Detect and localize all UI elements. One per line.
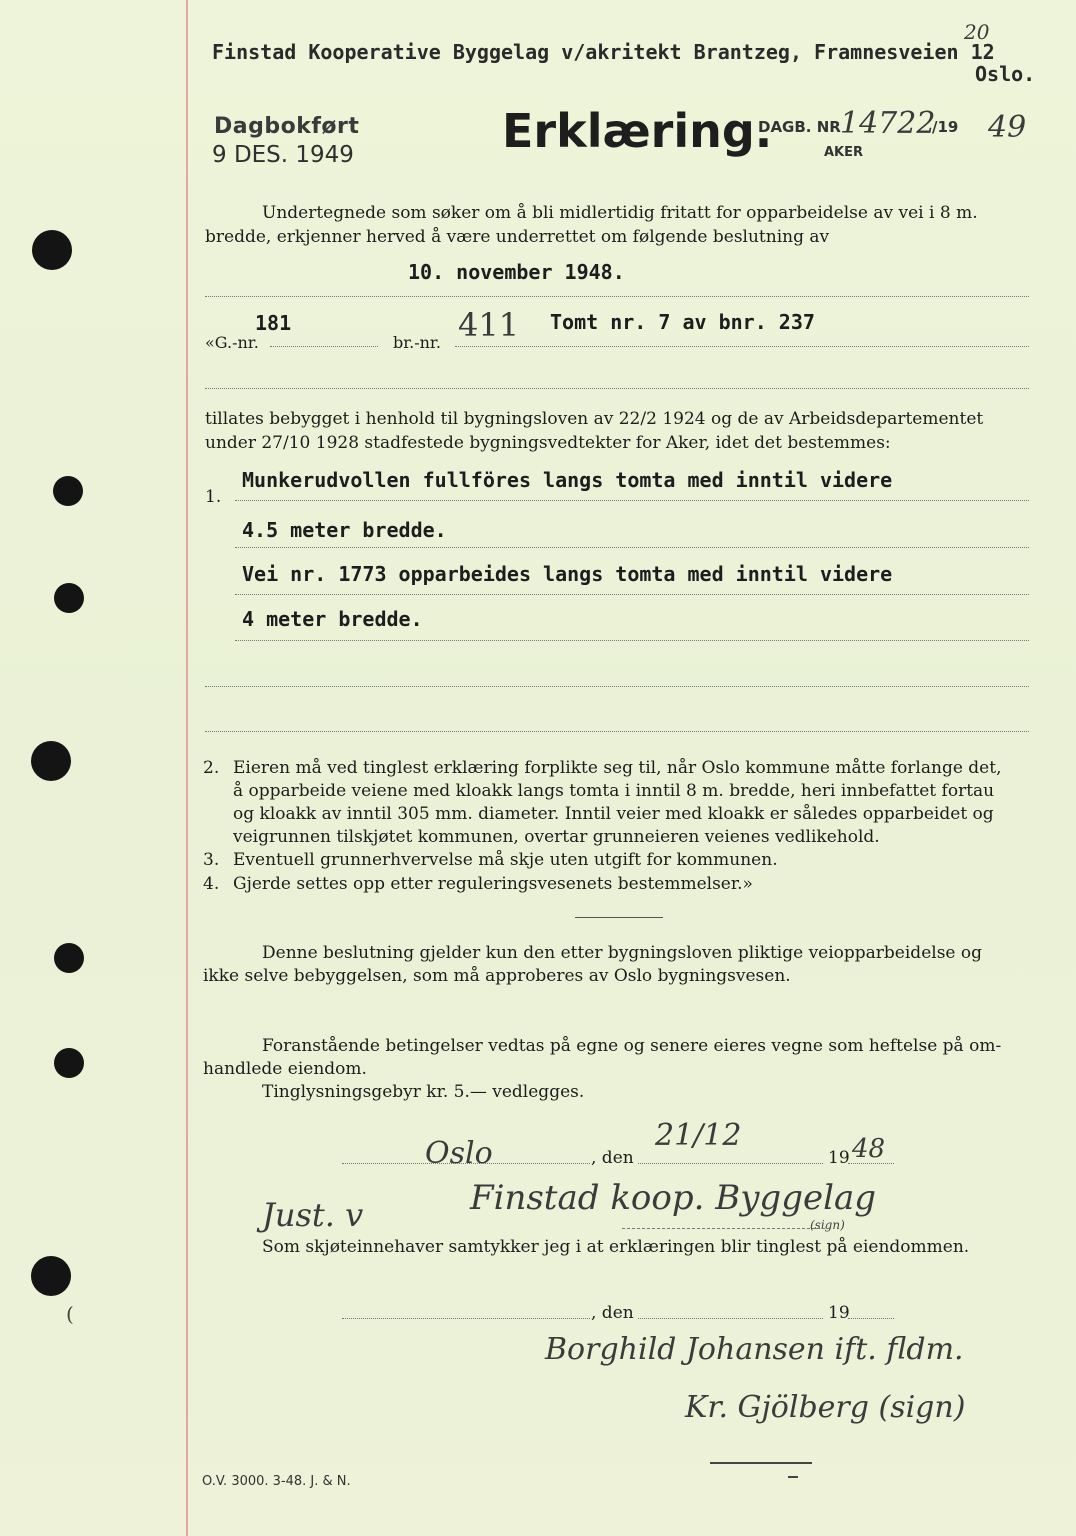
footer-dash <box>788 1476 798 1478</box>
permit-line-1: tillates bebygget i henhold til bygningsloven av 22/2 1924 og de av Arbeidsdepartementet <box>205 409 984 429</box>
condition-1-line-1: Munkerudvollen fullföres langs tomta med inntil videre <box>242 468 893 492</box>
signature-sign-note: (sign) <box>810 1218 845 1232</box>
signature-year-prefix: 19 <box>828 1148 850 1168</box>
stamp-label: Dagbokført <box>214 114 360 139</box>
punch-hole-7-icon <box>31 1256 71 1296</box>
signature2-line-1: Borghild Johansen ift. fldm. <box>545 1332 964 1367</box>
header-line-2: Oslo. <box>975 62 1036 86</box>
condition-2-number: 2. <box>203 758 220 778</box>
brnr-label: br.-nr. <box>393 333 441 352</box>
dagb-year: 49 <box>988 110 1027 145</box>
header-line-1: Finstad Kooperative Byggelag v/akritekt Brantzeg, Framnesveien 12 <box>212 40 995 64</box>
signature-signer: Finstad koop. Byggelag <box>470 1178 876 1218</box>
signature2-line-2: Kr. Gjölberg (sign) <box>685 1390 966 1425</box>
tomt-text: Tomt nr. 7 av bnr. 237 <box>550 310 815 334</box>
year-dotted-line <box>848 1163 894 1164</box>
condition-2-line-3: og kloakk av inntil 305 mm. diameter. Inntil veier med kloakk er således opparbeidet og <box>233 804 994 824</box>
punch-hole-3-icon <box>54 583 84 613</box>
condition-1-line-3: Vei nr. 1773 opparbeides langs tomta med inntil videre <box>242 562 893 586</box>
punch-hole-5-icon <box>54 943 84 973</box>
left-margin-mark: ( <box>66 1302 74 1326</box>
signature-dashed-line <box>622 1228 830 1229</box>
date-dotted-line <box>638 1163 823 1164</box>
dotted-line <box>205 686 1029 687</box>
gnr-value: 181 <box>255 311 292 335</box>
corner-mark: 20 <box>964 20 990 44</box>
note-line-2: ikke selve bebyggelsen, som må approberes av Oslo bygningsvesen. <box>203 966 791 986</box>
punch-hole-1-icon <box>32 230 72 270</box>
condition-2-line-1: Eieren må ved tinglest erklæring forplikte seg til, når Oslo kommune måtte forlange det, <box>233 758 1002 778</box>
gnr-label: «G.-nr. <box>205 333 259 352</box>
place-dotted-line-2 <box>342 1318 590 1319</box>
dotted-line <box>235 547 1029 548</box>
punch-hole-4-icon <box>31 741 71 781</box>
date-dotted-line-2 <box>638 1318 823 1319</box>
punch-hole-2-icon <box>53 476 83 506</box>
stamp-date: 9 DES. 1949 <box>212 142 354 168</box>
gnr-dotted-line <box>270 346 378 347</box>
dagb-year-prefix: /19 <box>932 118 959 136</box>
condition-2-line-2: å opparbeide veiene med kloakk langs tomta i inntil 8 m. bredde, heri innbefattet fortau <box>233 781 995 801</box>
intro-line-2: bredde, erkjenner herved å være underrettet om følgende beslutning av <box>205 227 830 247</box>
signature-underline <box>710 1462 812 1464</box>
condition-1-number: 1. <box>205 487 222 507</box>
condition-4-number: 4. <box>203 874 220 894</box>
condition-4-line-1: Gjerde settes opp etter reguleringsvesenets bestemmelser.» <box>233 874 753 894</box>
condition-1-line-4: 4 meter bredde. <box>242 607 423 631</box>
brnr-dotted-line <box>455 346 1029 347</box>
permit-line-2: under 27/10 1928 stadfestede bygningsvedtekter for Aker, idet det bestemmes: <box>205 433 891 453</box>
condition-2-line-4: veigrunnen tilskjøtet kommunen, overtar grunneieren veienes vedlikehold. <box>233 827 880 847</box>
footer-print-code: O.V. 3000. 3-48. J. & N. <box>202 1474 351 1489</box>
dotted-line <box>205 388 1029 389</box>
year-dotted-line-2 <box>848 1318 894 1319</box>
consent-text: Som skjøteinnehaver samtykker jeg i at erklæringen blir tinglest på eiendommen. <box>262 1237 970 1257</box>
dotted-line <box>205 731 1029 732</box>
decision-date: 10. november 1948. <box>408 260 625 284</box>
terms-line-1: Foranstående betingelser vedtas på egne og senere eieres vegne som heftelse på om- <box>262 1036 1002 1056</box>
place-dotted-line <box>342 1163 590 1164</box>
brnr-value: 411 <box>458 306 520 344</box>
dotted-line <box>235 500 1029 501</box>
condition-1-line-2: 4.5 meter bredde. <box>242 518 447 542</box>
signature-prefix: Just. v <box>262 1196 364 1234</box>
condition-3-line-1: Eventuell grunnerhvervelse må skje uten utgift for kommunen. <box>233 850 778 870</box>
signature-date: 21/12 <box>655 1118 742 1153</box>
terms-line-2: handlede eiendom. <box>203 1059 367 1079</box>
intro-line-1: Undertegnede som søker om å bli midlertidig fritatt for opparbeidelse av vei i 8 m. <box>262 203 978 223</box>
signature2-den-label: , den <box>591 1303 634 1323</box>
red-margin-line <box>186 0 188 1536</box>
signature2-year-prefix: 19 <box>828 1303 850 1323</box>
condition-3-number: 3. <box>203 850 220 870</box>
dagb-prefix: DAGB. NR <box>758 118 841 136</box>
dotted-line <box>205 296 1029 297</box>
signature-year: 48 <box>852 1134 886 1164</box>
dotted-line <box>235 640 1029 641</box>
separator-rule <box>575 917 663 918</box>
signature-place: Oslo <box>425 1136 493 1171</box>
dagb-number: 14722 <box>840 106 936 141</box>
signature-den-label: , den <box>591 1148 634 1168</box>
punch-hole-6-icon <box>54 1048 84 1078</box>
dagb-sub: AKER <box>824 145 864 160</box>
dotted-line <box>235 594 1029 595</box>
note-line-1: Denne beslutning gjelder kun den etter bygningsloven pliktige veiopparbeidelse og <box>262 943 982 963</box>
terms-line-3: Tinglysningsgebyr kr. 5.— vedlegges. <box>262 1082 585 1102</box>
page-title: Erklæring. <box>502 104 773 158</box>
